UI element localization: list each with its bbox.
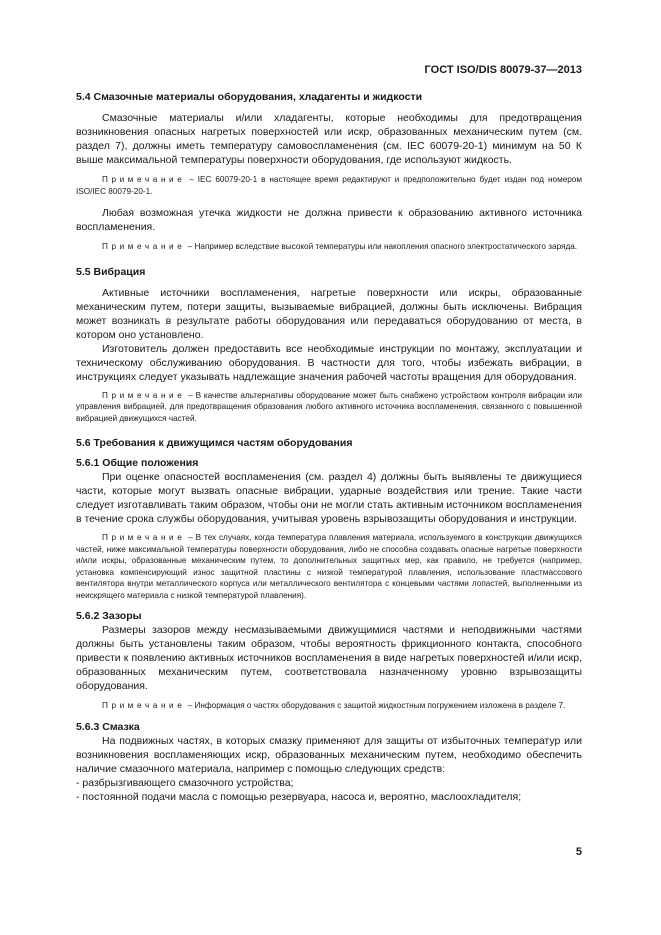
note-label: Примечание: [102, 701, 186, 710]
section-5-6-2-title: 5.6.2 Зазоры: [76, 610, 142, 622]
section-5-4-paragraph-1: Смазочные материалы и/или хладагенты, которые необходимы для предотвращения возникновения опасных нагретых поверхностей или искр, образованных механическим путем (см. раздел 7), должны иметь температуру самовоспламенения (см. IEC 60079-20-1) минимум на 50 К выше максимальной температуры поверхности оборудования, где используют жидкость.: [76, 112, 582, 166]
section-5-6-2-note: [76, 700, 582, 712]
page-number: 5: [575, 846, 582, 858]
note-label: Примечание: [102, 175, 186, 184]
section-5-6-2-paragraph: Размеры зазоров между несмазываемыми движущимися частями и неподвижными частями должны быть установлены таким образом, чтобы вероятность фрикционного контакта, способного привести к появлению активных источников воспламенения в виде нагретых поверхностей и/или искр, образованных механическим путем, соответствовала назначенному уровню взрывозащиты оборудования.: [76, 624, 582, 692]
list-item: - разбрызгивающего смазочного устройства;: [76, 776, 294, 789]
section-5-6-title: 5.6 Требования к движущимся частям оборудования: [76, 437, 353, 449]
section-5-5-title: 5.5 Вибрация: [76, 265, 146, 278]
note-text: – IEC 60079-20-1 в настоящее время редактируют и предположительно будет издан под номером ISO/IEC 80079-20-1.: [76, 175, 582, 196]
section-5-6-3-title: 5.6.3 Смазка: [76, 720, 140, 733]
page-content: [76, 91, 582, 804]
list-item: - постоянной подачи масла с помощью резервуара, насоса и, вероятно, маслоохладителя;: [76, 790, 522, 803]
section-5-5-paragraph-1: Активные источники воспламенения, нагретые поверхности или искры, образованные механическим путем, потери защиты, вызываемые вибрацией, должны быть исключены. Вибрация может возникать в результате работы оборудования или передаваться оборудованию от места, в котором оно установлено.: [76, 286, 582, 341]
note-text: – Например вследствие высокой температуры или накопления опасного электростатического заряда.: [185, 242, 578, 251]
section-5-4-title: 5.4 Смазочные материалы оборудования, хладагенты и жидкости: [76, 91, 423, 103]
section-5-5-paragraph-2: Изготовитель должен предоставить все необходимые инструкции по монтажу, эксплуатации и техническому обслуживанию оборудования. В частности для того, чтобы избежать вибрации, в инструкциях следует указывать надлежащие значения рабочей частоты вращения для оборудования.: [76, 342, 582, 383]
section-5-4-note-1: [76, 174, 582, 197]
note-text: – В тех случаях, когда температура плавления материала, используемого в конструкции движущихся частей, ниже максимальной температуры поверхности оборудования, либо не способна создавать опасные нагретые поверхности и/или искры, образованные механическим путем, то дополнительных защитных мер, как правило, не требуется (например, установка компенсирующий износ защитной пластины с низкой температурой плавления, использование пластмассового вентилятора внутри металлического корпуса или металлического вентилятора с концевыми частями лопастей, выполненными из неискрящего материала с низкой температурой плавления).: [76, 533, 582, 600]
note-text: – Информация о частях оборудования с защитой жидкостным погружением изложена в разделе 7.: [185, 701, 566, 710]
section-5-6-1-paragraph: При оценке опасностей воспламенения (см. раздел 4) должны быть выявлены те движущиеся части, которые могут вызвать опасные вибрации, ударные воздействия или трение. Такие части следует изготавливать таким образом, чтобы они не могли стать активным источником воспламенения в течение срока службы оборудования, учитывая уровень взрывозащиты оборудования и инструкции.: [76, 471, 582, 525]
section-5-6-1-title: 5.6.1 Общие положения: [76, 457, 199, 469]
note-label: Примечание: [102, 242, 186, 251]
document-id-header: ГОСТ ISO/DIS 80079-37—2013: [424, 64, 582, 76]
section-5-4-paragraph-2: Любая возможная утечка жидкости не должна привести к образованию активного источника воспламенения.: [76, 207, 582, 233]
section-5-6-3-paragraph: На подвижных частях, в которых смазку применяют для защиты от избыточных температур или возникновения воспламеняющих искр, образованных механическим путем, необходимо обеспечить наличие смазочного материала, например с помощью следующих средств:: [76, 734, 582, 775]
note-label: Примечание: [102, 533, 186, 542]
section-5-6-1-note: [76, 532, 582, 601]
section-5-4-note-2: [76, 241, 582, 253]
section-5-5-note: [76, 390, 582, 425]
note-text: – В качестве альтернативы оборудование может быть снабжено устройством контроля вибрации или управления вибрацией, для предотвращения образования любого активного источника воспламенения, связанного с повышенной вибрацией движущихся частей.: [76, 390, 582, 423]
lubrication-means-list: [76, 776, 582, 804]
note-label: Примечание: [102, 390, 186, 400]
